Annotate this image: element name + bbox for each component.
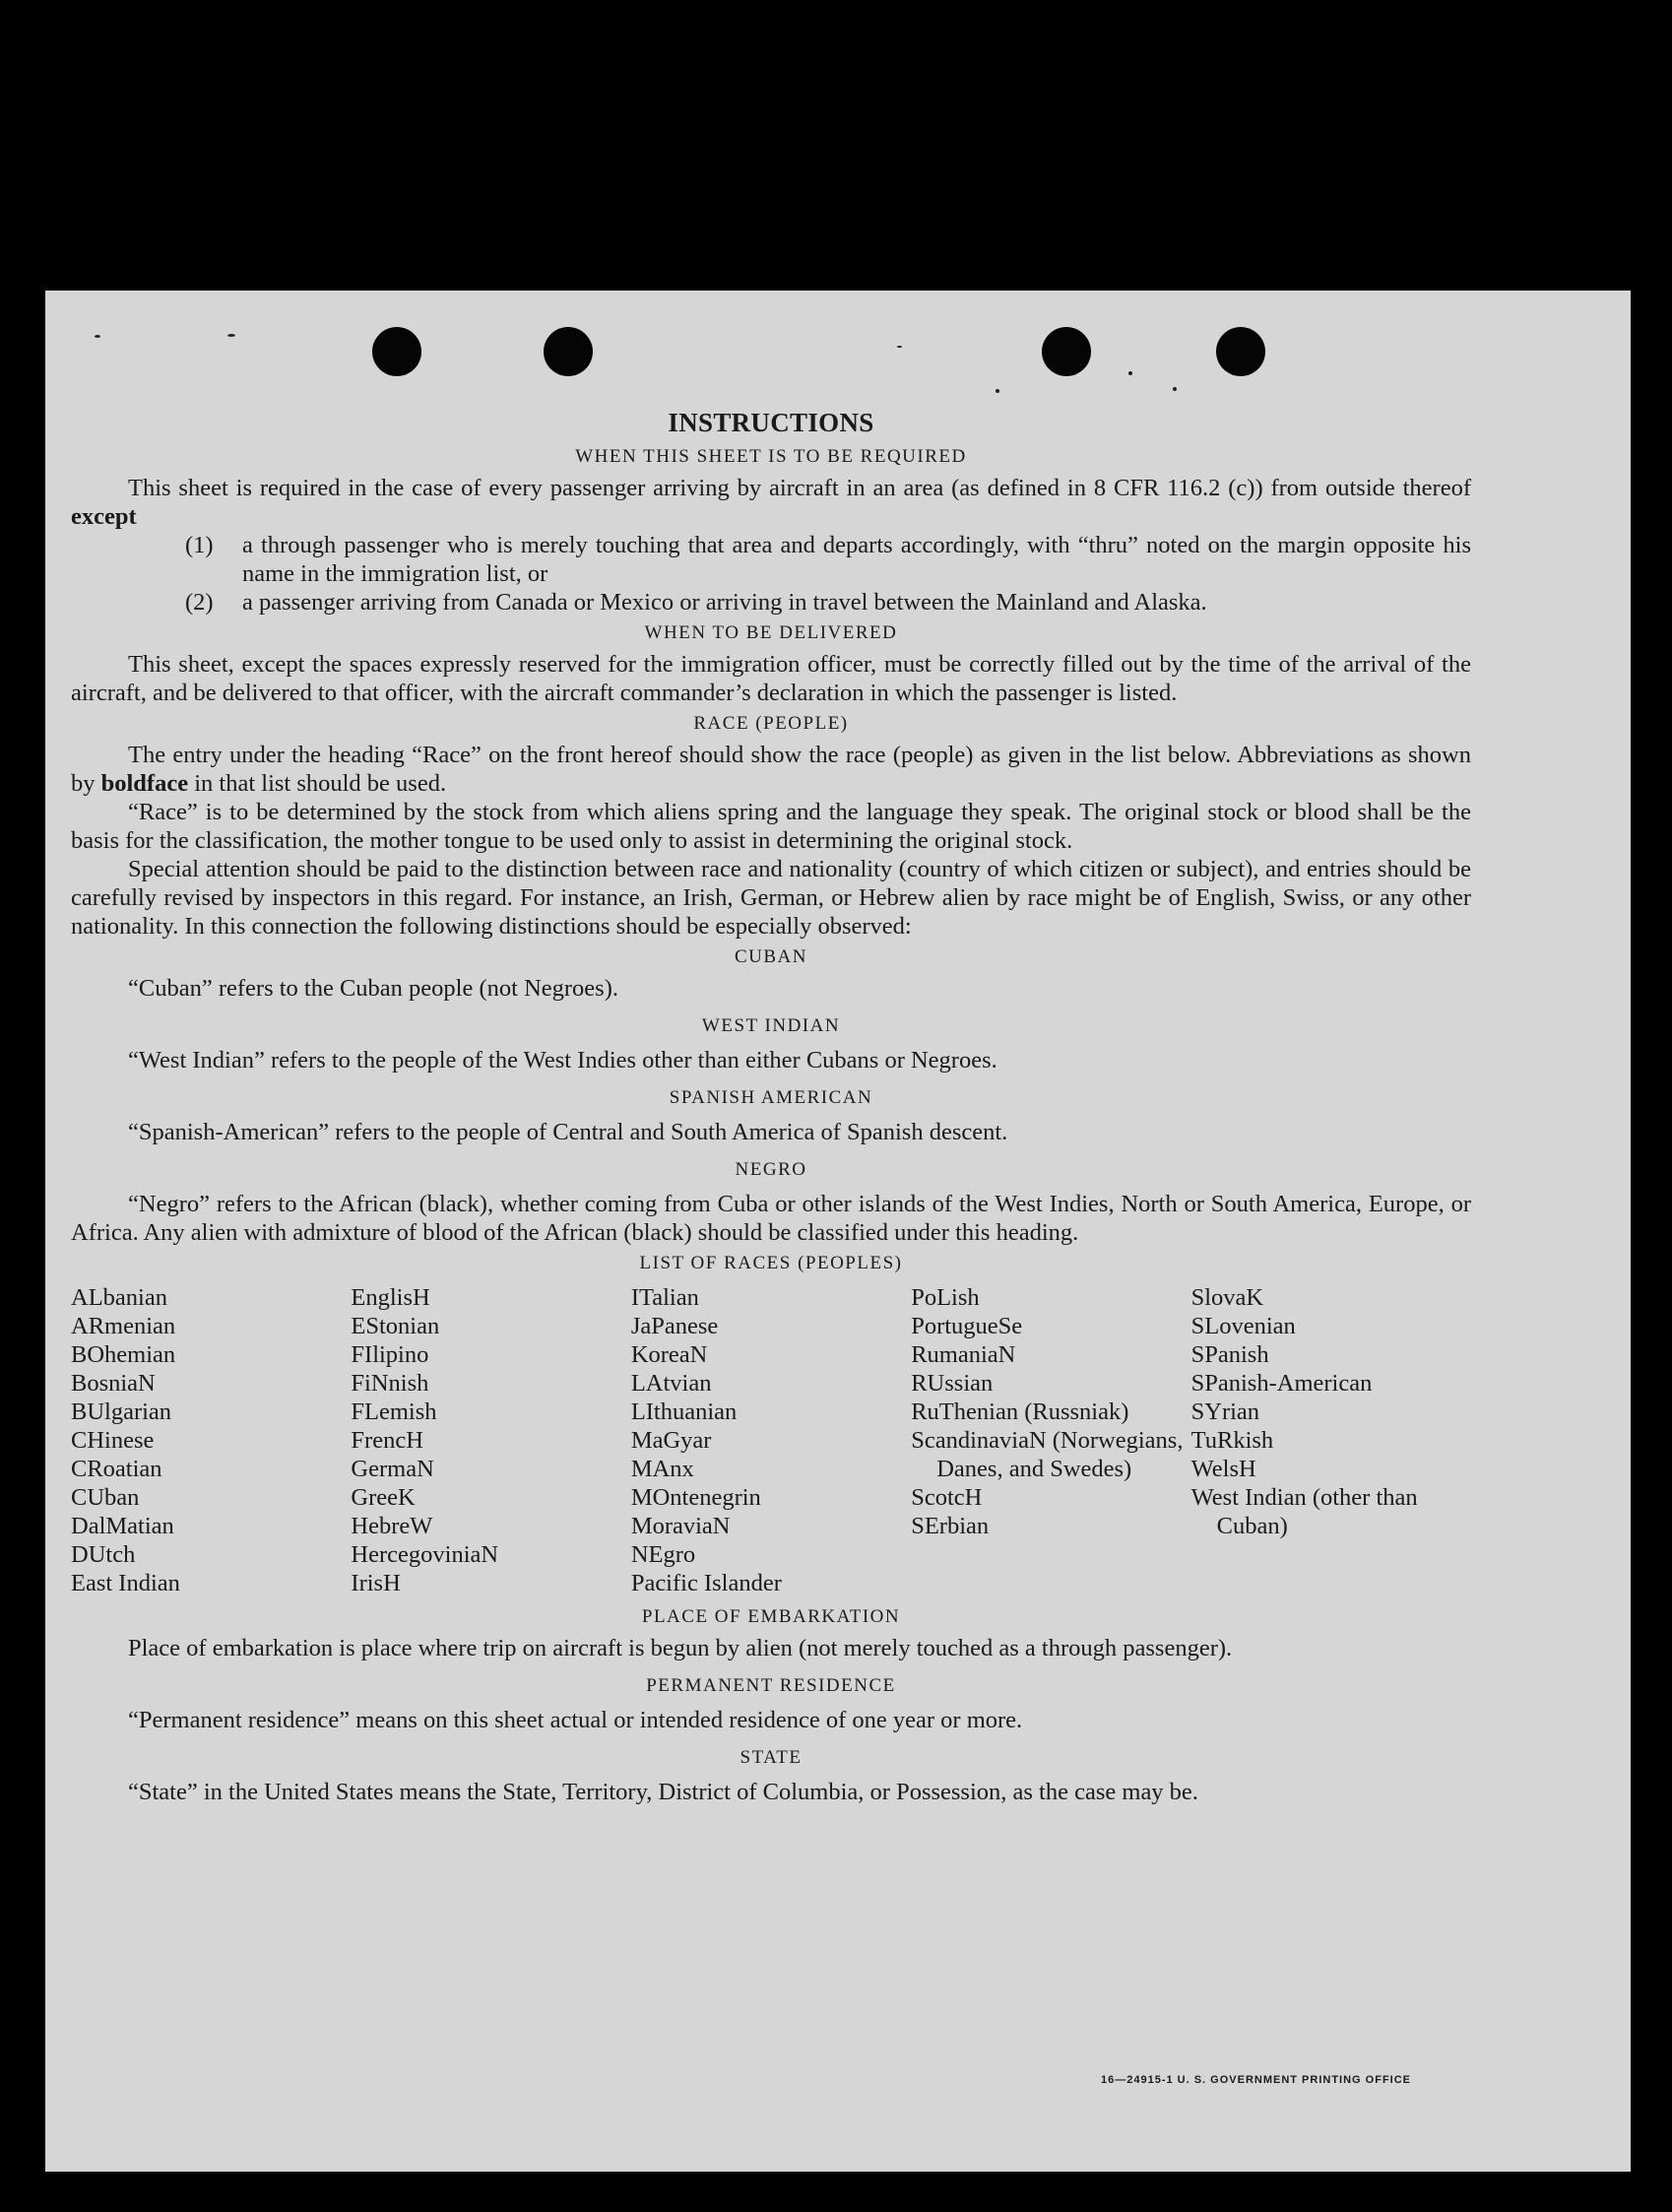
section-heading-races-list: LIST OF RACES (PEOPLES) xyxy=(639,1253,903,1273)
state-text: “State” in the United States means the State, Territory, District of Columbia, or Possession, as the case may be. xyxy=(128,1779,1198,1805)
residence-text: “Permanent residence” means on this sheet actual or intended residence of one year or more. xyxy=(128,1707,1023,1733)
race-entry: West Indian (other than Cuban) xyxy=(1190,1484,1418,1539)
race-entry: SErbian xyxy=(911,1513,990,1539)
race-entry: FrencH xyxy=(351,1427,423,1454)
race-entry: JaPanese xyxy=(630,1313,719,1339)
speck xyxy=(227,334,235,337)
punch-hole xyxy=(544,327,593,376)
race-entry: RUssian xyxy=(911,1370,994,1397)
race-entry: PoLish xyxy=(911,1284,980,1311)
race-entry: ScotcH xyxy=(911,1484,983,1511)
race-entry: LIthuanian xyxy=(630,1399,738,1425)
race-entry: WelsH xyxy=(1190,1456,1256,1482)
race-paragraph-2: “Race” is to be determined by the stock from which aliens spring and the language they speak. The original stock or blood shall be the basis for the classification, the mother tongue to be used only to assist in determining the original stock. xyxy=(71,799,1471,854)
section-heading-residence: PERMANENT RESIDENCE xyxy=(646,1675,896,1696)
races-list xyxy=(71,1283,1471,1597)
race-entry: HercegoviniaN xyxy=(351,1541,499,1568)
race-entry: MaGyar xyxy=(630,1427,712,1454)
race-entry: MoraviaN xyxy=(630,1513,731,1539)
race-entry: GreeK xyxy=(351,1484,416,1511)
race-entry: ARmenian xyxy=(71,1313,176,1339)
speck xyxy=(1128,371,1132,375)
race-entry: PortugueSe xyxy=(911,1313,1023,1339)
race-entry: RumaniaN xyxy=(911,1341,1016,1368)
race-entry: DalMatian xyxy=(71,1513,174,1539)
speck xyxy=(1173,387,1177,391)
required-intro: This sheet is required in the case of every passenger arriving by aircraft in an area (as defined in 8 CFR 116.2 (c)) from outside thereof except xyxy=(71,475,1471,530)
race-entry: SPanish xyxy=(1190,1341,1269,1368)
race-entry: ITalian xyxy=(630,1284,699,1311)
races-column xyxy=(351,1283,630,1597)
race-entry: ALbanian xyxy=(71,1284,167,1311)
section-heading-spanish-american: SPANISH AMERICAN xyxy=(669,1087,873,1108)
punch-hole xyxy=(1042,327,1091,376)
race-entry: BUlgarian xyxy=(71,1399,172,1425)
race-entry: SlovaK xyxy=(1190,1284,1264,1311)
races-column xyxy=(71,1283,351,1597)
races-column xyxy=(911,1283,1190,1597)
race-entry: EnglisH xyxy=(351,1284,430,1311)
races-column xyxy=(631,1283,911,1597)
race-entry: BosniaN xyxy=(71,1370,156,1397)
delivered-text: This sheet, except the spaces expressly reserved for the immigration officer, must be correctly filled out by the time of the arrival of the aircraft, and be delivered to that officer, with the aircraft commander’s declaration in which the passenger is listed. xyxy=(71,651,1471,706)
races-column xyxy=(1191,1283,1471,1597)
race-entry: BOhemian xyxy=(71,1341,176,1368)
spanish-american-text: “Spanish-American” refers to the people of Central and South America of Spanish descent. xyxy=(128,1119,1008,1145)
negro-text: “Negro” refers to the African (black), whether coming from Cuba or other islands of the West Indies, North or South America, Europe, or Africa. Any alien with admixture of blood of the African (black) should be classified under this heading. xyxy=(71,1191,1471,1246)
speck xyxy=(95,335,100,338)
section-heading-state: STATE xyxy=(740,1747,803,1768)
west-indian-text: “West Indian” refers to the people of the West Indies other than either Cubans or Negroes. xyxy=(128,1047,997,1073)
section-heading-embarkation: PLACE OF EMBARKATION xyxy=(641,1606,901,1627)
race-entry: FiNnish xyxy=(351,1370,429,1397)
printer-footer: 16—24915-1 U. S. GOVERNMENT PRINTING OFFICE xyxy=(1101,2074,1412,2086)
list-item: (1) a through passenger who is merely touching that area and departs accordingly, with “thru” noted on the margin opposite his name in the immigration list, or xyxy=(185,532,1471,587)
race-paragraph-1: The entry under the heading “Race” on the front hereof should show the race (people) as given in the list below. Abbreviations as shown by boldface in that list should be used. xyxy=(71,742,1471,797)
section-heading-west-indian: WEST INDIAN xyxy=(701,1015,841,1036)
speck xyxy=(996,389,999,393)
race-entry: CRoatian xyxy=(71,1456,162,1482)
speck xyxy=(897,346,902,348)
race-entry: MOntenegrin xyxy=(630,1484,761,1511)
section-heading-negro: NEGRO xyxy=(735,1159,807,1180)
race-entry: KoreaN xyxy=(630,1341,708,1368)
race-entry: MAnx xyxy=(630,1456,694,1482)
race-entry: SYrian xyxy=(1190,1399,1260,1425)
race-entry: HebreW xyxy=(351,1513,433,1539)
race-entry: SLovenian xyxy=(1190,1313,1296,1339)
race-entry: CUban xyxy=(71,1484,140,1511)
race-entry: LAtvian xyxy=(630,1370,712,1397)
section-heading-required: WHEN THIS SHEET IS TO BE REQUIRED xyxy=(575,446,967,467)
race-entry: FIlipino xyxy=(351,1341,429,1368)
race-entry: ScandinaviaN (Norwegians, Danes, and Swedes) xyxy=(911,1427,1184,1482)
embarkation-text: Place of embarkation is place where trip on aircraft is begun by alien (not merely touched as a through passenger). xyxy=(128,1635,1233,1661)
race-entry: FLemish xyxy=(351,1399,437,1425)
race-entry: TuRkish xyxy=(1190,1427,1274,1454)
page-title: INSTRUCTIONS xyxy=(668,408,874,437)
section-heading-cuban: CUBAN xyxy=(734,946,807,967)
race-entry: IrisH xyxy=(351,1570,401,1596)
document-sheet xyxy=(45,291,1631,2172)
section-heading-delivered: WHEN TO BE DELIVERED xyxy=(644,622,898,643)
section-heading-race: RACE (PEOPLE) xyxy=(693,713,849,734)
instructions-content xyxy=(71,405,1471,1806)
race-entry: DUtch xyxy=(71,1541,136,1568)
race-entry: EStonian xyxy=(351,1313,440,1339)
race-entry: GermaN xyxy=(351,1456,434,1482)
race-entry: SPanish-American xyxy=(1190,1370,1373,1397)
race-paragraph-3: Special attention should be paid to the distinction between race and nationality (country of which citizen or subject), and entries should be carefully revised by inspectors in this regard. For instance, an Irish, German, or Hebrew alien by race might be of English, Swiss, or any other nationality. In this connection the following distinctions should be especially observed: xyxy=(71,856,1471,940)
list-item: (2) a passenger arriving from Canada or Mexico or arriving in travel between the Mainland and Alaska. xyxy=(185,589,1207,616)
cuban-text: “Cuban” refers to the Cuban people (not Negroes). xyxy=(128,975,618,1002)
race-entry: CHinese xyxy=(71,1427,155,1454)
race-entry: Pacific Islander xyxy=(630,1570,782,1596)
race-entry: East Indian xyxy=(71,1570,180,1596)
punch-hole xyxy=(1216,327,1265,376)
race-entry: NEgro xyxy=(630,1541,696,1568)
race-entry: RuThenian (Russniak) xyxy=(911,1399,1129,1425)
punch-hole xyxy=(372,327,421,376)
